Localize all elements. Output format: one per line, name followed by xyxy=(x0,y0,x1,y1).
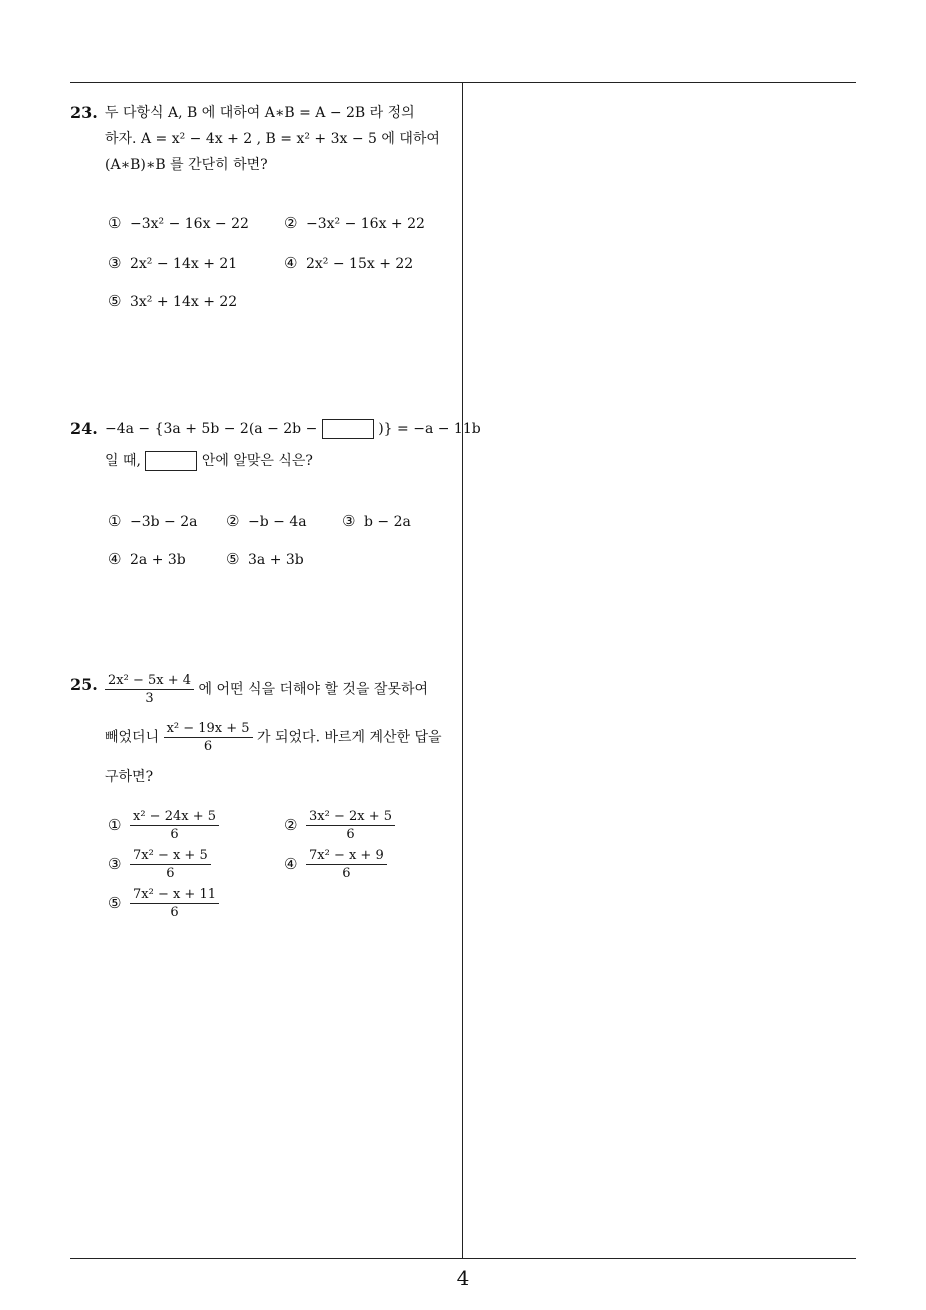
choice-mark: ③ xyxy=(108,854,122,873)
fraction-denominator: 6 xyxy=(203,739,213,754)
choice-mark: ⑤ xyxy=(226,550,240,568)
choice-mark: ⑤ xyxy=(108,893,122,912)
problem-24 xyxy=(70,416,481,474)
choice-mark: ② xyxy=(284,815,298,834)
fraction xyxy=(306,808,395,843)
column-divider xyxy=(462,82,463,1259)
choice-mark: ① xyxy=(108,815,122,834)
choice-text: −b − 4a xyxy=(248,514,307,530)
stem-line xyxy=(105,672,458,714)
stem-line: 두 다항식 A, B 에 대하여 A∗B = A − 2B 라 정의 xyxy=(105,105,415,121)
fraction-numerator: 7x² − x + 9 xyxy=(306,847,387,865)
fraction xyxy=(306,847,387,882)
problem-number: 24. xyxy=(70,419,98,438)
fraction-denominator: 3 xyxy=(145,691,154,706)
expression-left: −4a − {3a + 5b − 2(a − 2b − xyxy=(105,421,318,437)
problem-number: 23. xyxy=(70,103,98,122)
choice-mark: ④ xyxy=(108,550,122,568)
stem-line xyxy=(105,720,458,762)
stem-text: 에 어떤 식을 더해야 할 것을 잘못하여 xyxy=(198,681,429,698)
choice-mark: ③ xyxy=(108,254,122,272)
problem-25 xyxy=(70,672,458,790)
option-5[interactable] xyxy=(226,550,304,568)
problem-number: 25. xyxy=(70,675,98,694)
stem-line xyxy=(105,416,481,442)
fraction xyxy=(164,720,253,755)
fraction-denominator: 6 xyxy=(170,827,179,842)
problem-23 xyxy=(70,100,458,178)
choice-text: b − 2a xyxy=(364,514,411,530)
option-3[interactable] xyxy=(108,847,211,882)
stem-line xyxy=(105,448,458,474)
option-1[interactable] xyxy=(108,808,219,843)
stem-line: (A∗B)∗B 를 간단히 하면? xyxy=(105,157,268,173)
fraction-numerator: 7x² − x + 11 xyxy=(130,886,219,904)
choice-text: −3x² − 16x + 22 xyxy=(306,216,425,232)
fraction-numerator: 3x² − 2x + 5 xyxy=(306,808,395,826)
option-5[interactable] xyxy=(108,886,219,921)
fraction xyxy=(130,808,219,843)
choice-mark: ⑤ xyxy=(108,292,122,310)
option-3[interactable] xyxy=(342,512,411,530)
choice-mark: ④ xyxy=(284,854,298,873)
option-4[interactable] xyxy=(284,254,413,272)
option-3[interactable] xyxy=(108,254,237,272)
fraction-numerator: 7x² − x + 5 xyxy=(130,847,211,865)
stem-line: 하자. A = x² − 4x + 2 , B = x² + 3x − 5 에 대하여 xyxy=(105,131,440,147)
problem-stem xyxy=(105,100,458,178)
fraction xyxy=(130,886,219,921)
choice-mark: ③ xyxy=(342,512,356,530)
fraction-denominator: 6 xyxy=(342,866,351,881)
stem-line: 구하면? xyxy=(105,769,154,785)
answer-blank-box xyxy=(145,451,197,471)
choice-text: 2x² − 14x + 21 xyxy=(130,256,238,272)
problem-stem xyxy=(105,672,458,790)
stem-text: 빼었더니 xyxy=(105,729,160,746)
stem-text: 안에 알맞은 식은? xyxy=(201,453,313,469)
fraction xyxy=(105,672,194,707)
choice-mark: ② xyxy=(284,214,298,232)
stem-text: 일 때, xyxy=(105,453,141,469)
option-4[interactable] xyxy=(108,550,186,568)
choice-text: −3b − 2a xyxy=(130,514,198,530)
choice-text: 3a + 3b xyxy=(248,552,304,568)
option-1[interactable] xyxy=(108,214,249,232)
option-4[interactable] xyxy=(284,847,387,882)
option-1[interactable] xyxy=(108,512,197,530)
fraction-numerator: x² − 19x + 5 xyxy=(164,720,253,738)
option-2[interactable] xyxy=(284,214,425,232)
stem-text: 가 되었다. 바르게 계산한 답을 xyxy=(257,729,442,746)
top-rule xyxy=(70,82,856,83)
choice-mark: ① xyxy=(108,512,122,530)
problem-stem xyxy=(105,416,481,474)
choice-mark: ① xyxy=(108,214,122,232)
answer-blank-box xyxy=(322,419,374,439)
fraction-denominator: 6 xyxy=(170,905,179,920)
expression-right: )} = −a − 11b xyxy=(378,421,481,437)
option-5[interactable] xyxy=(108,292,237,310)
page-number: 4 xyxy=(456,1266,470,1290)
fraction-denominator: 6 xyxy=(346,827,355,842)
choice-mark: ② xyxy=(226,512,240,530)
choice-text: −3x² − 16x − 22 xyxy=(130,216,249,232)
choice-text: 2a + 3b xyxy=(130,552,186,568)
fraction-denominator: 6 xyxy=(166,866,175,881)
choice-text: 2x² − 15x + 22 xyxy=(306,256,414,272)
bottom-rule xyxy=(70,1258,856,1259)
choice-mark: ④ xyxy=(284,254,298,272)
choice-text: 3x² + 14x + 22 xyxy=(130,294,238,310)
fraction-numerator: 2x² − 5x + 4 xyxy=(105,672,194,690)
fraction-numerator: x² − 24x + 5 xyxy=(130,808,219,826)
option-2[interactable] xyxy=(284,808,395,843)
option-2[interactable] xyxy=(226,512,307,530)
fraction xyxy=(130,847,211,882)
